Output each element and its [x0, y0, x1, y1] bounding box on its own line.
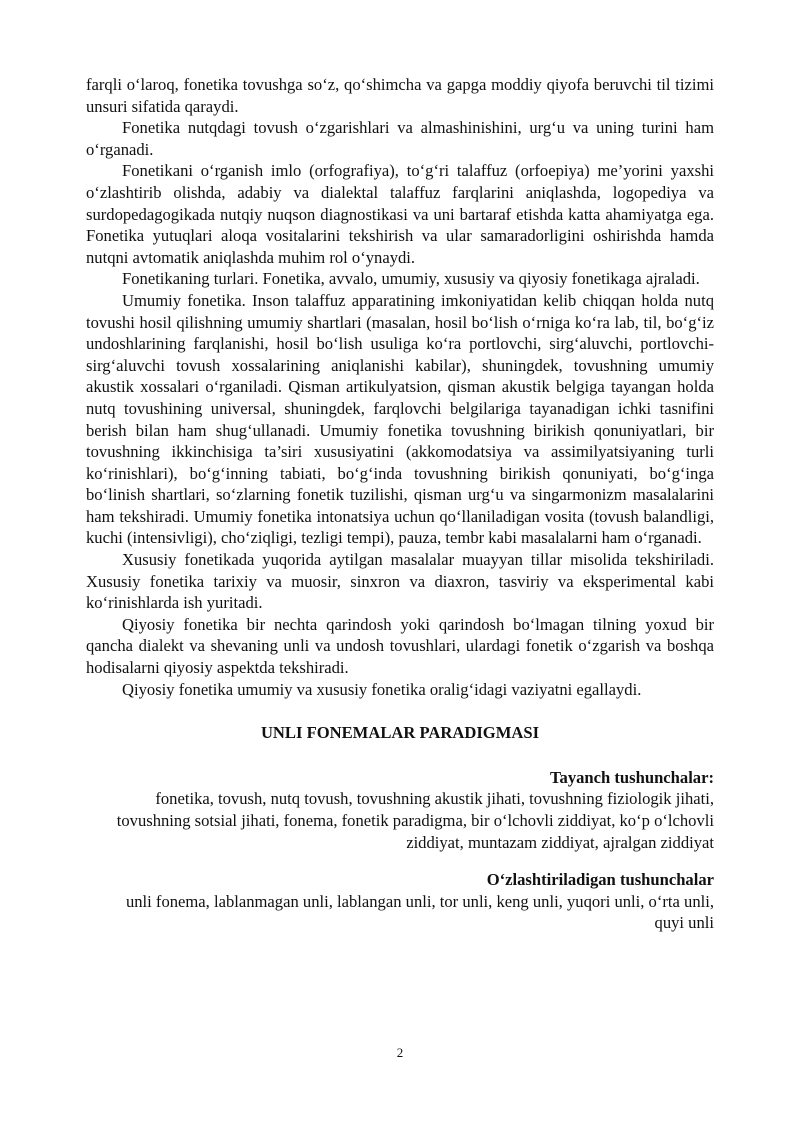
- document-page: [86, 74, 714, 934]
- paragraph-phonetic-changes: Fonetika nutqdagi tovush o‘zgarishlari va almashinishini, urg‘u va uning turini ham o‘rganadi.: [86, 118, 714, 159]
- paragraph-comparative-phonetics: Qiyosiy fonetika bir nechta qarindosh yoki qarindosh bo‘lmagan tilning yoxud bir qancha dialekt va shevaning unli va undosh tovushlari, ulardagi fonetik o‘zgarish va boshqa hodisalarni qiyosiy aspektda tekshiradi.: [86, 614, 714, 678]
- paragraph-importance: Fonetikani o‘rganish imlo (orfografiya), to‘g‘ri talaffuz (orfoepiya) me’yorini yaxshi o‘zlashtirib olishda, adabiy va dialektal talaffuz farqlarini aniqlashda, logopediya va surdopedagogikada nutqiy nuqson diagnostikasi va uni bartaraf etishda katta ahamiyatga ega. Fonetika yutuqlari aloqa vositalarini tekshirish va ular samaradorligini oshirishda hamda nutqni avtomatik aniqlashda muhim rol o‘ynaydi.: [86, 161, 714, 267]
- paragraph-specific-phonetics: Xususiy fonetikada yuqorida aytilgan masalalar muayyan tillar misolida tekshiriladi. Xususiy fonetika tarixiy va muosir, sinxron va diaxron, tasviriy va eksperimental kabi ko‘rinishlarda ish yuritadi.: [86, 550, 714, 613]
- mastered-concepts-title: O‘zlashtiriladigan tushunchalar: [486, 870, 714, 890]
- basic-concepts-title: Tayanch tushunchalar:: [550, 767, 714, 787]
- paragraph-comparative-position: Qiyosiy fonetika umumiy va xususiy fonetika oralig‘idagi vaziyatni egallaydi.: [122, 679, 642, 699]
- section-heading: UNLI FONEMALAR PARADIGMASI: [260, 723, 540, 743]
- mastered-concepts-text: unli fonema, lablanmagan unli, lablangan unli, tor unli, keng unli, yuqori unli, o‘rta unli, quyi unli: [125, 891, 714, 933]
- paragraph-continuation: farqli o‘laroq, fonetika tovushga so‘z, qo‘shimcha va gapga moddiy qiyofa beruvchi til tizimi unsuri sifatida qaraydi.: [86, 75, 714, 116]
- basic-concepts-text: fonetika, tovush, nutq tovush, tovushning akustik jihati, tovushning fiziologik jihati, tovushning sotsial jihati, fonema, fonetik paradigma, bir o‘lchovli ziddiyat, ko‘p o‘lchovli ziddiyat, muntazam ziddiyat, ajralgan ziddiyat: [116, 789, 714, 852]
- paragraph-general-phonetics: Umumiy fonetika. Inson talaffuz apparatining imkoniyatidan kelib chiqqan holda nutq tovushi hosil qilishning umumiy shartlari (masalan, hosil bo‘lish o‘rniga ko‘ra lab, til, bo‘g‘iz undoshlarining farqlanishi, hosil bo‘lish usuliga ko‘ra portlovchi, sirg‘aluvchi, portlovchi-sirg‘aluvchi tovush xossalarining aniqlanishi kabilar), shuningdek, tovushning umumiy akustik xossalari o‘rganiladi. Qisman artikulyatsion, qisman akustik belgiga tayangan holda nutq tovushining universal, shuningdek, farqlovchi belgilariga tayanadigan ichki tasnifini berish bilan ham shug‘ullanadi. Umumiy fonetika tovushning birikish qonuniyatlari, bir tovushning ikkinchisiga ta’siri xususiyatini (akkomodatsiya va assimilyatsiyaning turli ko‘rinishlari), bo‘g‘inning tabiati, bo‘g‘inda tovushning birikish qonuniyati, bo‘g‘inga bo‘linish shartlari, so‘zlarning fonetik tuzilishi, qisman urg‘u va singarmonizm masalalarini ham tekshiradi. Umumiy fonetika intonatsiya uchun qo‘llaniladigan vosita (tovush balandligi, kuchi (intensivligi), cho‘ziqligi, tezligi tempi), pauza, tembr kabi masalalarni ham o‘rganadi.: [86, 290, 714, 548]
- paragraph-types: Fonetikaning turlari. Fonetika, avvalo, umumiy, xususiy va qiyosiy fonetikaga ajraladi.: [122, 269, 700, 289]
- page-number: 2: [396, 1045, 404, 1060]
